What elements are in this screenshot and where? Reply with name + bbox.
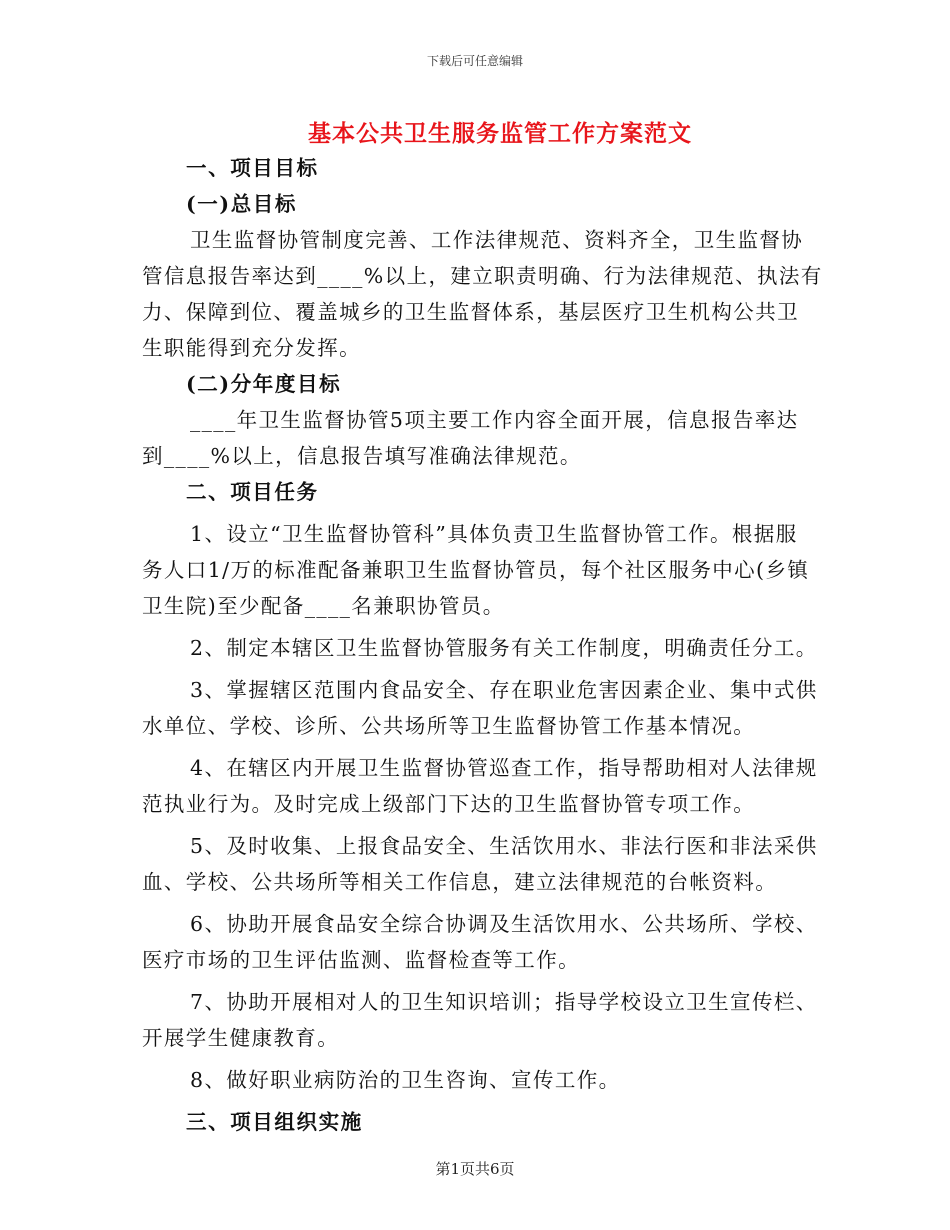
subsection-heading-1-2: (二)分年度目标: [186, 372, 342, 396]
paragraph-line: ____年卫生监督协管5项主要工作内容全面开展，信息报告率达: [190, 408, 799, 432]
task-item-3: 3、掌握辖区范围内食品安全、存在职业危害因素企业、集中式供: [190, 678, 818, 702]
task-item-2: 2、制定本辖区卫生监督协管服务有关工作制度，明确责任分工。: [190, 636, 818, 660]
paragraph-line: 力、保障到位、覆盖城乡的卫生监督体系，基层医疗卫生机构公共卫: [142, 300, 799, 324]
section-heading-2: 二、项目任务: [186, 480, 319, 504]
paragraph-line: 管信息报告率达到____%以上，建立职责明确、行为法律规范、执法有: [142, 264, 823, 288]
task-item-8: 8、做好职业病防治的卫生咨询、宣传工作。: [190, 1068, 621, 1092]
subsection-heading-1-1: (一)总目标: [186, 192, 297, 216]
page-number: 第1页共6页: [435, 1160, 515, 1178]
task-item-7: 7、协助开展相对人的卫生知识培训；指导学校设立卫生宣传栏、: [190, 990, 818, 1014]
paragraph-line: 到____%以上，信息报告填写准确法律规范。: [142, 444, 582, 468]
task-item-7-cont: 开展学生健康教育。: [142, 1026, 340, 1050]
task-item-3-cont: 水单位、学校、诊所、公共场所等卫生监督协管工作基本情况。: [142, 714, 756, 738]
section-heading-3: 三、项目组织实施: [186, 1110, 363, 1134]
document-title: 基本公共卫生服务监管工作方案范文: [308, 120, 692, 147]
task-item-6-cont: 医疗市场的卫生评估监测、监督检查等工作。: [142, 948, 580, 972]
task-item-4: 4、在辖区内开展卫生监督协管巡查工作，指导帮助相对人法律规: [190, 756, 818, 780]
paragraph-line: 生职能得到充分发挥。: [142, 336, 361, 360]
page-header-note: 下载后可任意编辑: [426, 54, 523, 68]
section-heading-1: 一、项目目标: [186, 156, 319, 180]
task-item-5-cont: 血、学校、公共场所等相关工作信息，建立法律规范的台帐资料。: [142, 870, 778, 894]
task-item-1-cont: 务人口1/万的标准配备兼职卫生监督协管员，每个社区服务中心(乡镇: [142, 558, 810, 582]
task-item-5: 5、及时收集、上报食品安全、生活饮用水、非法行医和非法采供: [190, 834, 818, 858]
task-item-6: 6、协助开展食品安全综合协调及生活饮用水、公共场所、学校、: [190, 912, 818, 936]
paragraph-line: 卫生监督协管制度完善、工作法律规范、资料齐全，卫生监督协: [190, 228, 804, 252]
task-item-1-cont: 卫生院)至少配备____名兼职协管员。: [142, 594, 505, 618]
document-body: [142, 150, 823, 1140]
task-item-4-cont: 范执业行为。及时完成上级部门下达的卫生监督协管专项工作。: [142, 792, 756, 816]
task-item-1: 1、设立“卫生监督协管科”具体负责卫生监督协管工作。根据服: [190, 522, 798, 546]
